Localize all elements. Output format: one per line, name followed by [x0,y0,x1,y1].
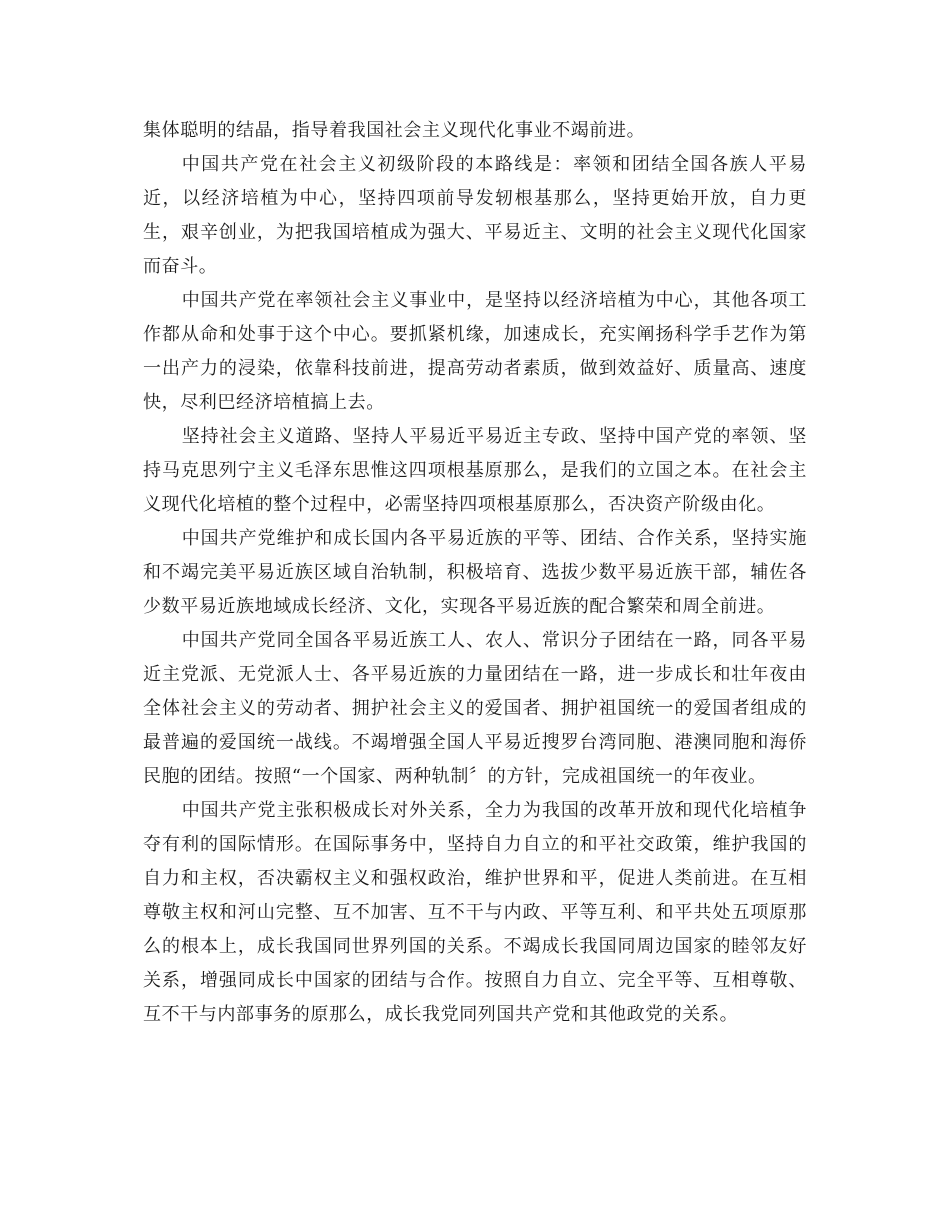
paragraph-united-front: 中国共产党同全国各平易近族工人、农人、常识分子团结在一路，同各平易近主党派、无党派人士、各平易近族的力量团结在一路，进一步成长和壮年夜由全体社会主义的劳动者、拥护社会主义的爱国者、拥护祖国统一的爱国者组成的最普遍的爱国统一战线。不竭增强全国人平易近搜罗台湾同胞、港澳同胞和海侨民胞的团结。按照“一个国家、两种轨制〞的方针，完成祖国统一的年夜业。 [143,630,807,787]
paragraph-ethnic-relations: 中国共产党维护和成长国内各平易近族的平等、团结、合作关系，坚持实施和不竭完美平易近族区域自治轨制，积极培育、选拔少数平易近族干部，辅佐各少数平易近族地域成长经济、文化，实现各平易近族的配合繁荣和周全前进。 [143,528,807,617]
document-body [143,114,807,1032]
paragraph-continuation: 集体聪明的结晶，指导着我国社会主义现代化事业不竭前进。 [143,120,646,141]
paragraph-foreign-relations: 中国共产党主张积极成长对外关系，全力为我国的改革开放和现代化培植争夺有利的国际情形。在国际事务中，坚持自力自立的和平社交政策，维护我国的自力和主权，否决霸权主义和强权政治，维护世界和平，促进人类前进。在互相尊敬主权和河山完整、互不加害、互不干与内政、平等互利、和平共处五项原那么的根本上，成长我国同世界列国的关系。不竭成长我国同周边国家的睦邻友好关系，增强同成长中国家的团结与合作。按照自力自立、完全平等、互相尊敬、互不干与内部事务的原那么，成长我党同列国共产党和其他政党的关系。 [143,800,807,1025]
paragraph-economic-center: 中国共产党在率领社会主义事业中，是坚持以经济培植为中心，其他各项工作都从命和处事于这个中心。要抓紧机缘，加速成长，充实阐扬科学手艺作为第一出产力的浸染，依靠科技前进，提高劳动者素质，做到效益好、质量高、速度快，尽利巴经济培植搞上去。 [143,290,807,413]
paragraph-four-principles: 坚持社会主义道路、坚持人平易近平易近主专政、坚持中国产党的率领、坚持马克思列宁主义毛泽东思惟这四项根基原那么，是我们的立国之本。在社会主义现代化培植的整个过程中，必需坚持四项根基原那么，否决资产阶级由化。 [143,426,807,515]
paragraph-basic-line: 中国共产党在社会主义初级阶段的本路线是：率领和团结全国各族人平易近，以经济培植为中心，坚持四项前导发轫根基那么，坚持更始开放，自力更生，艰辛创业，为把我国培植成为强大、平易近主、文明的社会主义现代化国家而奋斗。 [143,154,807,277]
